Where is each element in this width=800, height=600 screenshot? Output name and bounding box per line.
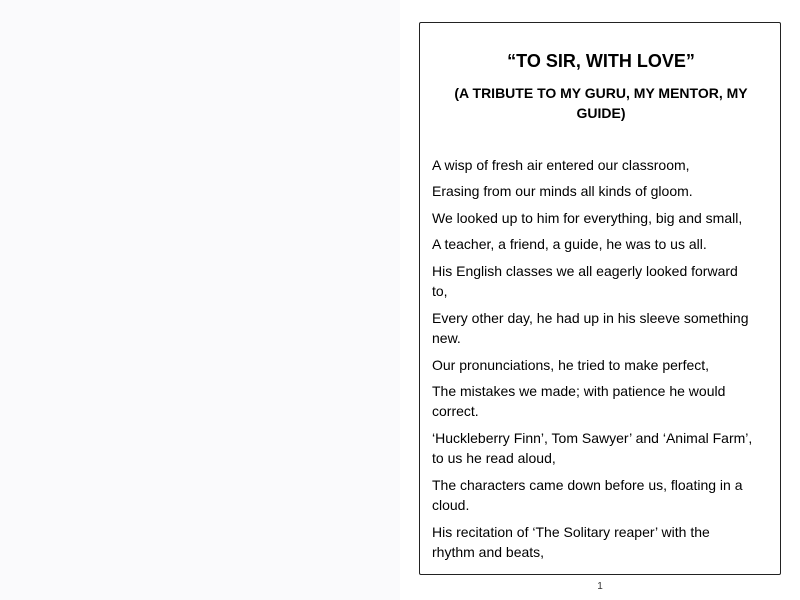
- poem-line: [432, 308, 777, 348]
- poem-line: [432, 522, 777, 562]
- page-number: 1: [597, 581, 603, 592]
- poem-line-text: Our pronunciations, he tried to make perfect,: [432, 357, 710, 373]
- poem-line: [432, 381, 777, 421]
- poem-line-text: A wisp of fresh air entered our classroom,: [432, 157, 690, 173]
- document-page: [400, 0, 800, 600]
- poem-line-text: correct.: [432, 403, 479, 419]
- poem-line-text: to,: [432, 283, 448, 299]
- poem-line-text: ‘Huckleberry Finn’, Tom Sawyer’ and ‘Animal Farm’,: [432, 430, 753, 446]
- poem-line: [432, 208, 777, 228]
- poem-subtitle: [420, 83, 782, 123]
- poem-line-text: His English classes we all eagerly looked forward: [432, 263, 738, 279]
- poem-line: [432, 155, 777, 175]
- poem-line: [432, 475, 777, 515]
- poem-line-text: to us he read aloud,: [432, 450, 556, 466]
- poem-line-text: Every other day, he had up in his sleeve something: [432, 310, 749, 326]
- poem-line-text: The mistakes we made; with patience he would: [432, 383, 726, 399]
- poem-line-text: We looked up to him for everything, big and small,: [432, 210, 743, 226]
- poem-line: [432, 261, 777, 301]
- poem-line: [432, 181, 777, 201]
- poem-title: “TO SIR, WITH LOVE”: [507, 51, 695, 71]
- poem-line-text: A teacher, a friend, a guide, he was to us all.: [432, 236, 707, 252]
- poem-line: [432, 428, 777, 468]
- poem-line: [432, 355, 777, 375]
- poem-line-text: cloud.: [432, 497, 470, 513]
- subtitle-line: GUIDE): [576, 105, 626, 121]
- page-border-frame: [419, 22, 781, 575]
- poem-line-text: rhythm and beats,: [432, 544, 545, 560]
- poem-line-text: The characters came down before us, floating in a: [432, 477, 743, 493]
- poem-line-text: new.: [432, 330, 461, 346]
- subtitle-line: (A TRIBUTE TO MY GURU, MY MENTOR, MY: [454, 85, 748, 101]
- poem-line-text: Erasing from our minds all kinds of gloom.: [432, 183, 693, 199]
- poem-line-text: His recitation of ‘The Solitary reaper’ with the: [432, 524, 710, 540]
- poem-line: [432, 234, 777, 254]
